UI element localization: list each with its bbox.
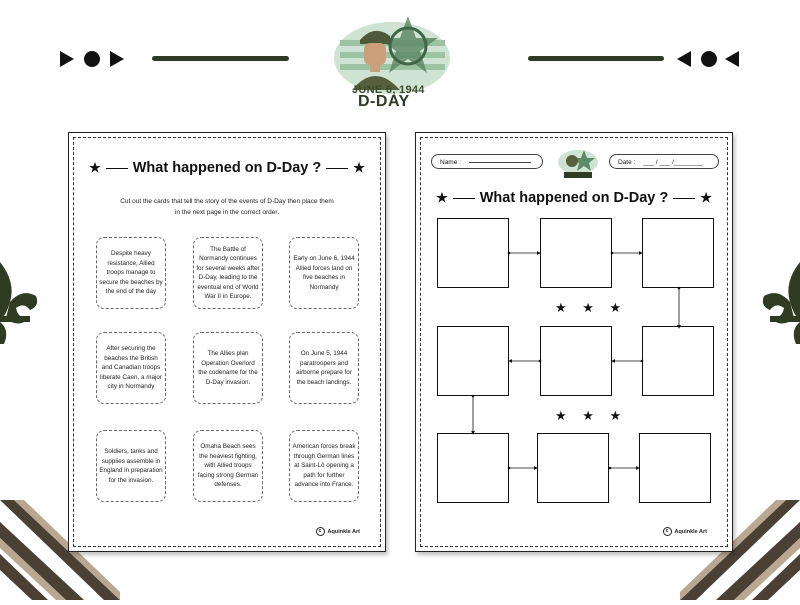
event-card[interactable]: After securing the beaches the British and Canadian troops liberate Caen, a major city in Normandy [96,332,166,404]
cut-out-cards-page [68,132,386,552]
dashed-page-border [420,137,728,547]
stars-divider: ★ ★ ★ [555,300,628,315]
sequencing-page [415,132,733,552]
sequence-box-2[interactable] [540,218,612,288]
event-card[interactable]: Soldiers, tanks and supplies assemble in England in preparation for the invasion. [96,430,166,502]
event-card[interactable]: On June 5, 1944 paratroopers and airborne prepare for the beach landings. [289,332,359,404]
name-field[interactable]: Name : [431,154,543,169]
copyright-icon: c [316,527,325,536]
event-card[interactable]: Omaha Beach sees the heaviest fighting, with Allied troops facing strong German defenses. [193,430,263,502]
sequence-box-8[interactable] [537,433,609,503]
fleur-de-lis-right-icon [758,258,800,348]
worksheet-title: What happened on D-Day ? [479,190,669,206]
fleur-de-lis-left-icon [0,258,42,348]
badge-date-label: JUNE 6, 1944 [352,84,425,96]
sequence-box-7[interactable] [437,433,509,503]
credit-label: c Aquinkle Art [663,527,708,536]
sequence-box-5[interactable] [540,326,612,396]
stars-divider: ★ ★ ★ [555,408,628,423]
worksheet-title: What happened on D-Day ? [132,160,322,176]
credit-label: c Aquinkle Art [316,527,361,536]
star-icon: ★ [89,160,101,176]
sequence-box-6[interactable] [437,326,509,396]
date-field[interactable]: Date : ___ / ___ /________ [609,154,719,169]
badge-title: D-DAY [358,93,410,110]
event-card[interactable]: American forces break through German lines at Saint-Lô opening a path for further advance into France. [289,430,359,502]
event-card[interactable]: Early on June 6, 1944 Allied forces land on five beaches in Normandy [289,237,359,309]
header-left-rule [152,56,289,61]
dashed-page-border [73,137,381,547]
event-card[interactable]: The Allies plan Operation Overlord the codename for the D-Day invasion. [193,332,263,404]
sequence-box-4[interactable] [642,326,714,396]
header-right-rule [528,56,664,61]
play-dot-play-icon [60,48,126,70]
reverse-play-dot-play-icon [675,48,741,70]
sequence-box-3[interactable] [642,218,714,288]
star-icon: ★ [353,160,365,176]
event-card[interactable]: Despite heavy resistance, Allied troops manage to secure the beaches by the end of the day [96,237,166,309]
worksheet-title-row [74,160,380,176]
instructions: Cut out the cards that tell the story of the events of D-Day then place them in the next page in the correct order. [120,198,334,216]
star-icon: ★ [700,190,712,206]
sequence-box-1[interactable] [437,218,509,288]
event-card[interactable]: The Battle of Normandy continues for several weeks after D-Day, leading to the eventual end of World War II in Europe. [193,237,263,309]
sequence-box-9[interactable] [639,433,711,503]
copyright-icon: c [663,527,672,536]
star-icon: ★ [436,190,448,206]
